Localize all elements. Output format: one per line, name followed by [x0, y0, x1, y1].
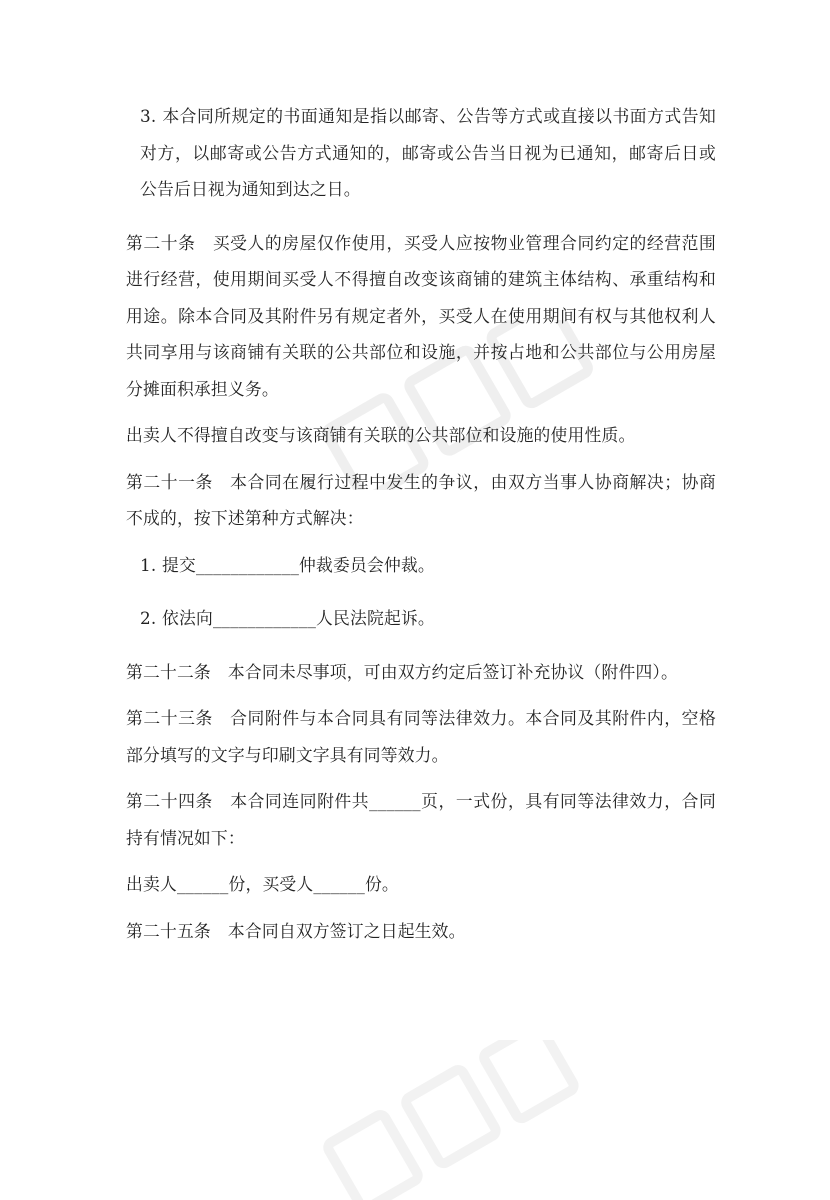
clause-item-3: [126, 98, 716, 208]
item-number: 3.: [140, 106, 157, 126]
item-text: 提交____________仲裁委员会仲裁。: [162, 554, 435, 575]
item-number: 1.: [140, 554, 157, 575]
seller-restriction: 出卖人不得擅自改变与该商铺有关联的公共部位和设施的使用性质。: [126, 425, 636, 445]
article-21: 第二十一条 本合同在履行过程中发生的争议，由双方当事人协商解决；协商不成的，按下述第种方式解决：: [126, 471, 716, 528]
dispute-option-1: [126, 547, 716, 584]
copies-distribution: 出卖人______份，买受人______份。: [126, 874, 399, 894]
article-23: 第二十三条 合同附件与本合同具有同等法律效力。本合同及其附件内，空格部分填写的文字与印刷文字具有同等效力。: [126, 708, 716, 765]
article-25: 第二十五条 本合同自双方签订之日起生效。: [126, 920, 466, 941]
watermark-logo-bottom: [300, 1040, 600, 1200]
article-22: 第二十二条 本合同未尽事项，可由双方约定后签订补充协议（附件四）。: [126, 661, 678, 682]
item-text: 本合同所规定的书面通知是指以邮寄、公告等方式或直接以书面方式告知对方，以邮寄或公告方式通知的，邮寄或公告当日视为已通知，邮寄后日或公告后日视为通知到达之日。: [140, 106, 716, 199]
item-text: 依法向____________人民法院起诉。: [162, 608, 435, 628]
item-number: 2.: [140, 608, 157, 628]
article-24: 第二十四条 本合同连同附件共______页，一式份，具有同等法律效力，合同持有情况如下：: [126, 791, 716, 848]
contract-body: [126, 98, 716, 959]
dispute-option-2: [126, 600, 716, 637]
article-20: 第二十条 买受人的房屋仅作使用，买受人应按物业管理合同约定的经营范围进行经营，使用期间买受人不得擅自改变该商铺的建筑主体结构、承重结构和用途。除本合同及其附件另有规定者外，买受人在使用期间有权与其他权利人共同享用与该商铺有关联的公共部位和设施，并按占地和公共部位与公用房屋分摊面积承担义务。: [126, 232, 716, 399]
